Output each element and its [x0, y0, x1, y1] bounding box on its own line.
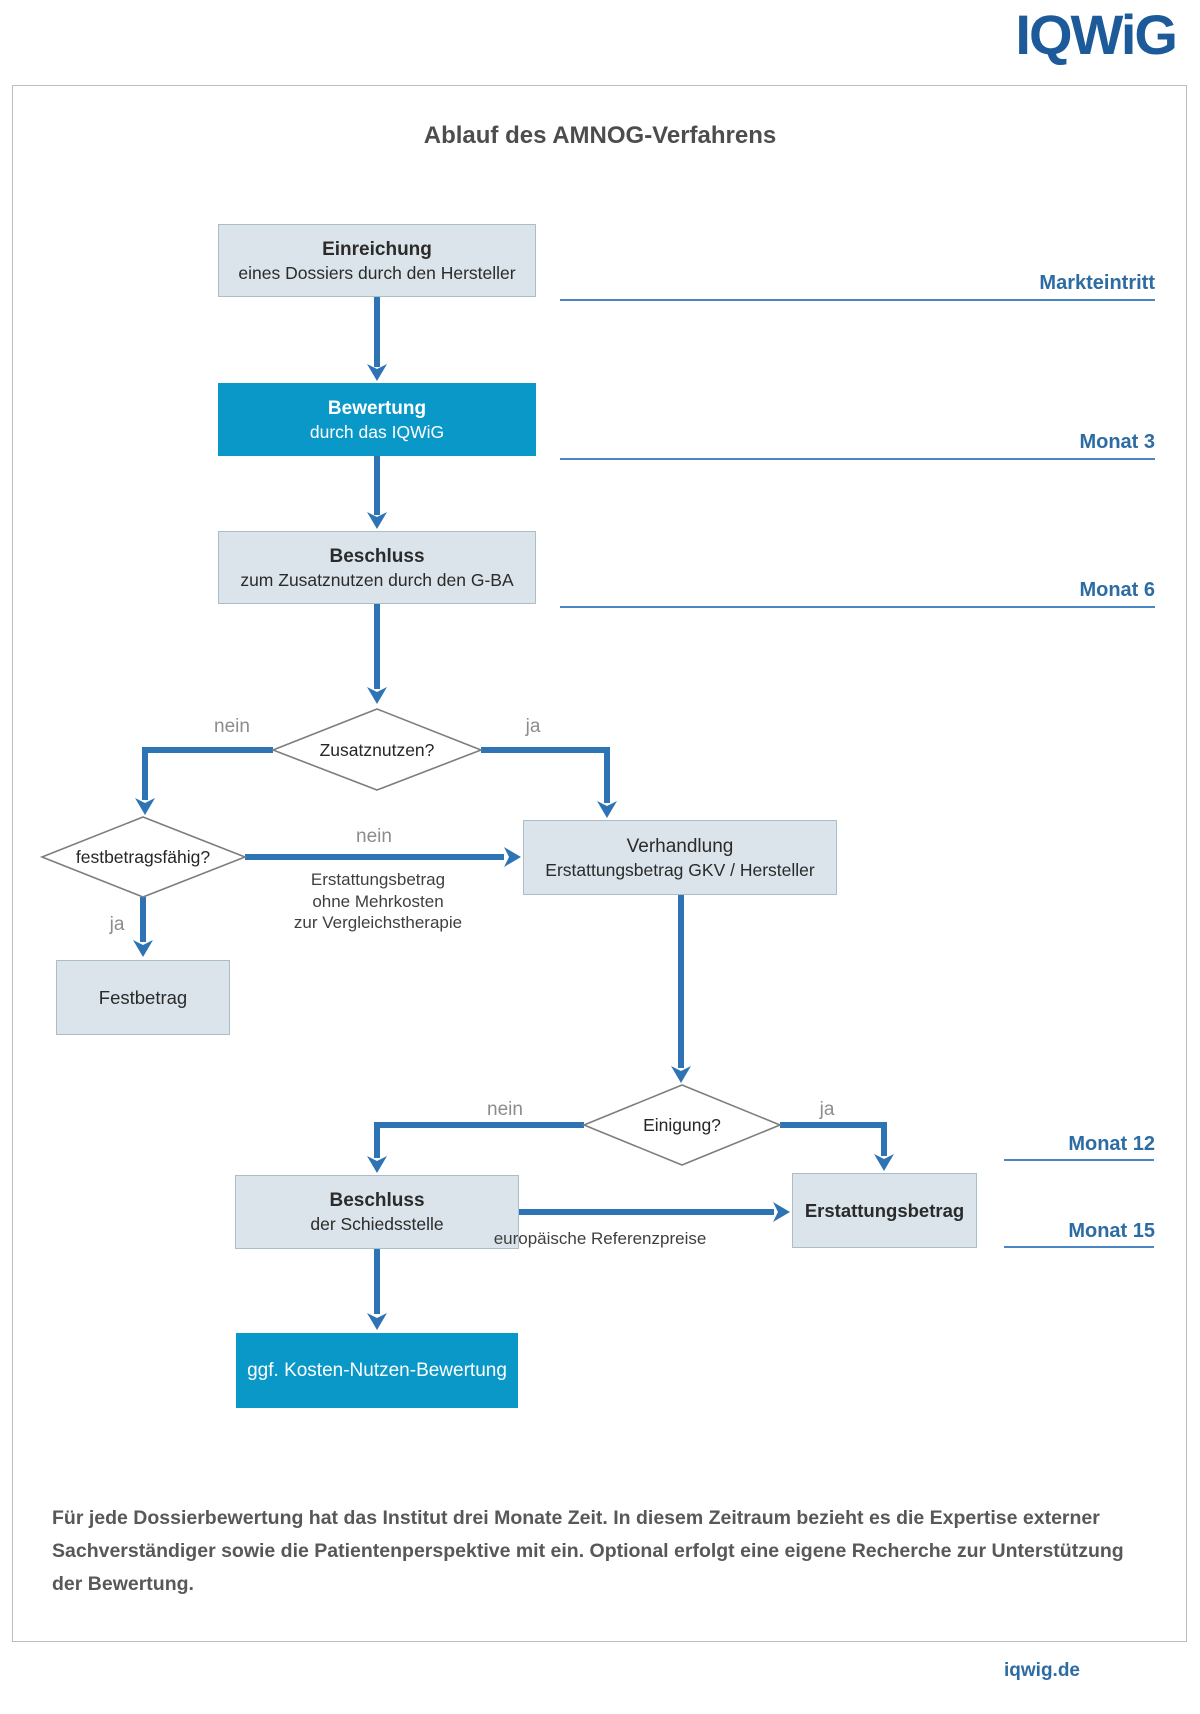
arrowhead-into-einigung: [671, 1066, 691, 1083]
footnote: [52, 1502, 1152, 1601]
branch-zusatznutzen-ja: ja: [525, 716, 541, 737]
node-bewertung-subtitle: durch das IQWiG: [309, 421, 445, 442]
node-verhandlung-subtitle: Erstattungsbetrag GKV / Hersteller: [545, 859, 815, 880]
arrowhead-into-verhandlung-top: [597, 801, 617, 818]
node-verhandlung-title: Verhandlung: [626, 835, 734, 857]
node-kosten-nutzen-bewertung: [236, 1333, 518, 1408]
timeline-rule-monat3: [560, 458, 1155, 460]
decision-festbetragsfaehig-label: festbetragsfähig?: [75, 847, 211, 867]
node-festbetrag: [56, 960, 230, 1035]
branch-einigung-nein: nein: [487, 1099, 523, 1120]
arrowhead-into-verhandlung-left: [504, 847, 521, 867]
annotation-ohne-mehrkosten-line2: ohne Mehrkosten: [312, 891, 444, 911]
annotation-referenzpreise: europäische Referenzpreise: [493, 1229, 707, 1248]
arrowhead-into-festbetrag: [133, 940, 153, 957]
arrowhead-into-festbetragsfaehig: [135, 798, 155, 815]
node-einreichung-subtitle: eines Dossiers durch den Hersteller: [238, 262, 516, 283]
node-verhandlung: [523, 820, 837, 895]
annotation-ohne-mehrkosten-line3: zur Vergleichstherapie: [293, 913, 463, 932]
decision-zusatznutzen-label: Zusatznutzen?: [319, 740, 435, 760]
diagram-title: Ablauf des AMNOG-Verfahrens: [423, 122, 777, 149]
node-bewertung: [218, 383, 536, 456]
connector-zusatznutzen-ja: [481, 750, 607, 803]
iqwig-logo: IQWiG: [1015, 3, 1176, 66]
branch-festbetragsfaehig-nein: nein: [356, 826, 392, 847]
arrowhead-into-zusatznutzen: [367, 687, 387, 704]
timeline-label-monat6: Monat 6: [1079, 579, 1155, 601]
node-bewertung-title: Bewertung: [327, 397, 427, 419]
node-einreichung: [218, 224, 536, 297]
node-kosten-nutzen-bewertung-title: ggf. Kosten-Nutzen-Bewertung: [247, 1360, 507, 1381]
timeline-label-markteintritt: Markteintritt: [1039, 272, 1155, 294]
connector-zusatznutzen-nein: [145, 750, 273, 800]
arrowhead-into-erstattungsbetrag-left: [773, 1202, 790, 1222]
footnote-line2: Sachverständiger sowie die Patientenperspektive mit ein. Optional erfolgt eine eigene Recherche zur Unterstützung: [52, 1540, 1124, 1562]
arrowhead-into-schiedsstelle: [367, 1156, 387, 1173]
node-erstattungsbetrag-title: Erstattungsbetrag: [804, 1200, 965, 1221]
arrowhead-into-kostennutzen: [367, 1313, 387, 1330]
timeline-rule-markteintritt: [560, 299, 1155, 301]
branch-festbetragsfaehig-ja: ja: [109, 914, 125, 935]
branch-einigung-ja: ja: [819, 1099, 835, 1120]
decision-einigung-label: Einigung?: [643, 1115, 721, 1135]
node-beschluss-gba: [218, 531, 536, 604]
annotation-ohne-mehrkosten-line1: Erstattungsbetrag: [310, 870, 446, 889]
website-link: iqwig.de: [1004, 1660, 1080, 1681]
node-beschluss-schiedsstelle-subtitle: der Schiedsstelle: [310, 1214, 444, 1234]
node-festbetrag-title: Festbetrag: [98, 987, 188, 1008]
node-beschluss-gba-subtitle: zum Zusatznutzen durch den G-BA: [240, 569, 514, 590]
footnote-line1: Für jede Dossierbewertung hat das Institut drei Monate Zeit. In diesem Zeitraum bezieht es die Expertise externer: [52, 1507, 1100, 1529]
annotation-ohne-mehrkosten: [233, 869, 523, 934]
branch-zusatznutzen-nein: nein: [214, 716, 250, 737]
timeline-rule-monat6: [560, 606, 1155, 608]
timeline-rule-monat12: [1004, 1159, 1154, 1161]
footnote-line3: der Bewertung.: [52, 1573, 194, 1595]
timeline-label-monat3: Monat 3: [1079, 431, 1155, 453]
node-beschluss-gba-title: Beschluss: [329, 545, 425, 567]
timeline-rule-monat15: [1004, 1246, 1154, 1248]
connector-einigung-nein: [377, 1125, 584, 1158]
timeline-label-monat15: Monat 15: [1068, 1220, 1155, 1242]
arrowhead-into-erstattungsbetrag-top: [874, 1154, 894, 1171]
node-beschluss-schiedsstelle-title: Beschluss: [329, 1190, 425, 1211]
node-einreichung-title: Einreichung: [322, 238, 432, 260]
timeline-label-monat12: Monat 12: [1068, 1133, 1155, 1155]
